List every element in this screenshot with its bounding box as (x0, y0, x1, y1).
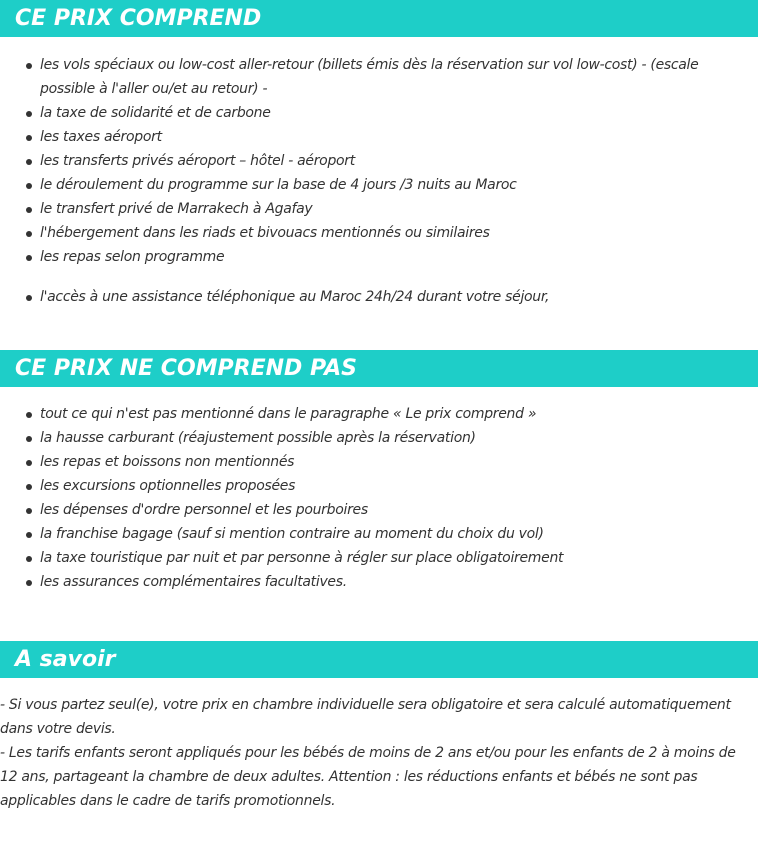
list-item (0, 173, 758, 197)
section-header-a-savoir: A savoir (0, 641, 758, 678)
list-item (0, 53, 758, 101)
bullet-icon (26, 412, 32, 418)
list-item-text: les dépenses d'ordre personnel et les pourboires (40, 502, 368, 518)
list-item (0, 221, 758, 245)
bullet-icon (26, 111, 32, 117)
list-item (0, 522, 758, 546)
list-item-text: les taxes aéroport (40, 129, 162, 145)
bullet-icon (26, 159, 32, 165)
list-item (0, 498, 758, 522)
bullet-icon (26, 580, 32, 586)
list-item (0, 570, 758, 594)
a-savoir-text (0, 693, 758, 813)
list-item-text: les repas et boissons non mentionnés (40, 454, 295, 470)
list-item-text: l'hébergement dans les riads et bivouacs mentionnés ou similaires (40, 225, 490, 241)
list-item (0, 426, 758, 450)
list-item-text: le déroulement du programme sur la base de 4 jours /3 nuits au Maroc (40, 177, 517, 193)
list-item-text: les transferts privés aéroport – hôtel - aéroport (40, 153, 355, 169)
bullet-icon (26, 63, 32, 69)
list-item (0, 125, 758, 149)
bullet-icon (26, 532, 32, 538)
bullet-icon (26, 183, 32, 189)
bullet-icon (26, 484, 32, 490)
included-list (0, 53, 758, 309)
bullet-icon (26, 508, 32, 514)
list-item (0, 149, 758, 173)
list-item-text: les assurances complémentaires facultatives. (40, 574, 347, 590)
bullet-icon (26, 255, 32, 261)
list-item-text: tout ce qui n'est pas mentionné dans le paragraphe « Le prix comprend » (40, 406, 537, 422)
list-item-text: la taxe touristique par nuit et par personne à régler sur place obligatoirement (40, 550, 564, 566)
list-item (0, 245, 758, 269)
bullet-icon (26, 231, 32, 237)
paragraph: - Si vous partez seul(e), votre prix en chambre individuelle sera obligatoire et sera calculé automatiquement dans votre devis. (0, 697, 731, 737)
bullet-icon (26, 135, 32, 141)
paragraph: - Les tarifs enfants seront appliqués pour les bébés de moins de 2 ans et/ou pour les enfants de 2 à moins de 12 ans, partageant la chambre de deux adultes. Attention : les réductions enfants et bébés ne sont pas applicables dans le cadre de tarifs promotionnels. (0, 745, 736, 809)
list-item (0, 285, 758, 309)
list-item-text: la franchise bagage (sauf si mention contraire au moment du choix du vol) (40, 526, 544, 542)
list-item-text: les vols spéciaux ou low-cost aller-retour (billets émis dès la réservation sur vol low-cost) - (escale possible à l'aller ou/et au retour) - (40, 57, 699, 97)
section-header-included: CE PRIX COMPREND (0, 0, 758, 37)
list-item-text: la taxe de solidarité et de carbone (40, 105, 271, 121)
list-item-text: l'accès à une assistance téléphonique au Maroc 24h/24 durant votre séjour, (40, 289, 550, 305)
section-header-not-included: CE PRIX NE COMPREND PAS (0, 350, 758, 387)
list-item (0, 101, 758, 125)
list-item (0, 402, 758, 426)
list-item-text: les repas selon programme (40, 249, 225, 265)
list-item (0, 546, 758, 570)
list-item-text: la hausse carburant (réajustement possible après la réservation) (40, 430, 476, 446)
not-included-list (0, 402, 758, 594)
bullet-icon (26, 207, 32, 213)
list-item-text: le transfert privé de Marrakech à Agafay (40, 201, 313, 217)
list-item (0, 474, 758, 498)
bullet-icon (26, 460, 32, 466)
bullet-icon (26, 295, 32, 301)
bullet-icon (26, 436, 32, 442)
list-item (0, 450, 758, 474)
list-item-text: les excursions optionnelles proposées (40, 478, 296, 494)
list-item (0, 197, 758, 221)
bullet-icon (26, 556, 32, 562)
